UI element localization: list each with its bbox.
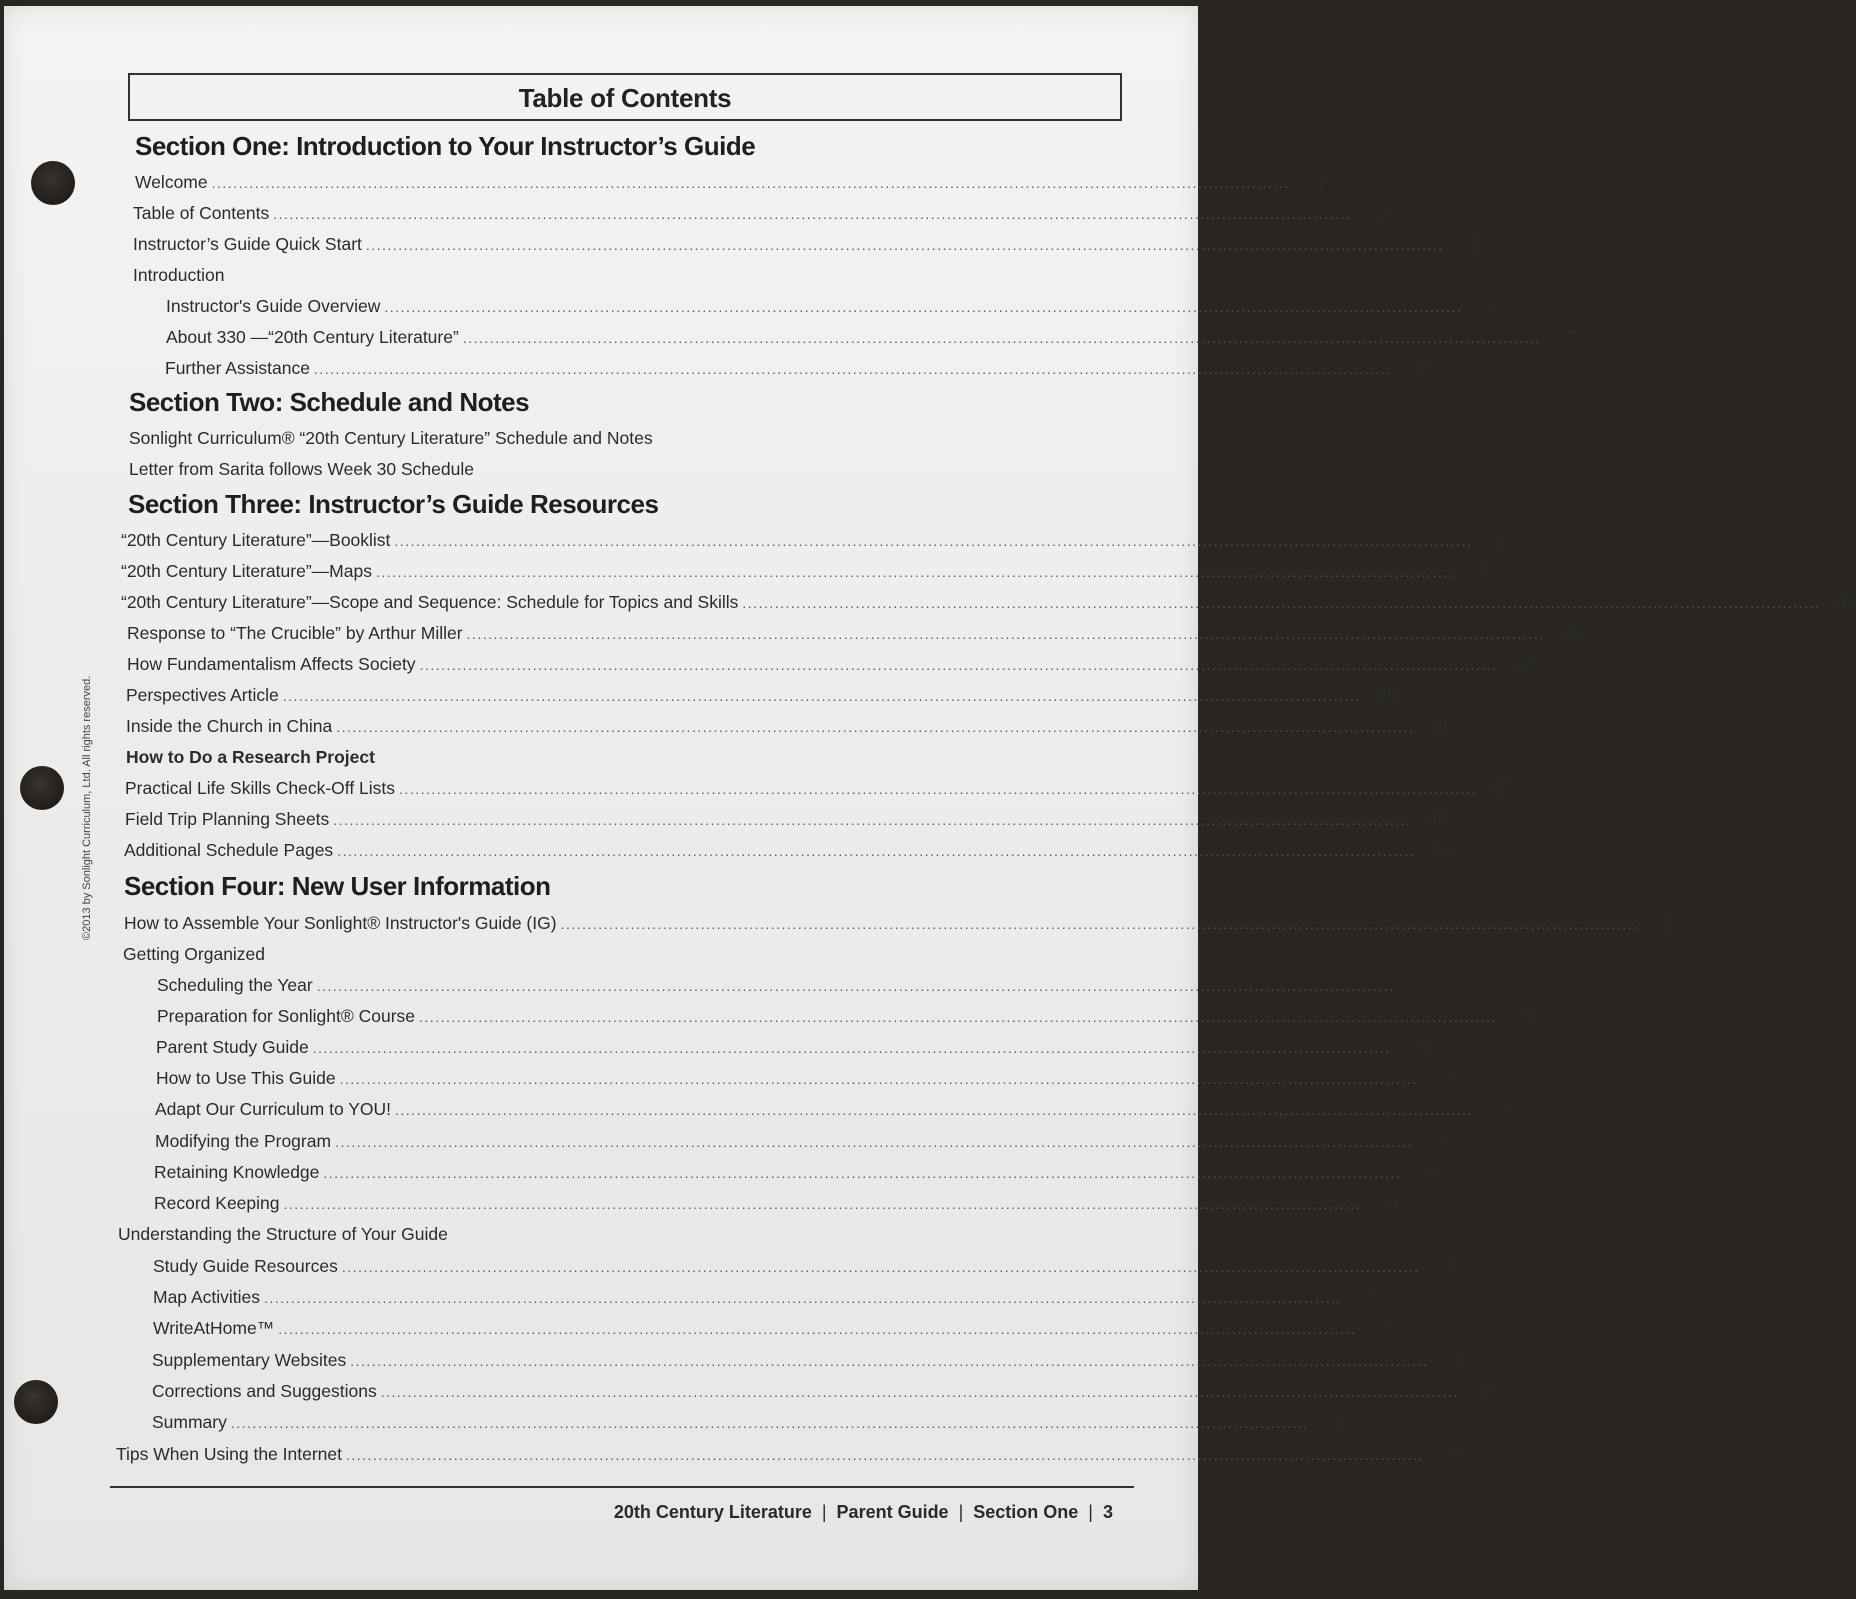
toc-entry-label: Field Trip Planning Sheets [125,809,330,829]
toc-entry-page: 7 [1488,296,1499,316]
toc-entry [121,530,1509,554]
footer-separator: | [1088,1502,1093,1522]
toc-entry [125,778,1513,802]
toc-entry [166,327,1577,351]
toc-entry-label: Record Keeping [154,1193,280,1213]
dot-leader: ........................................................................................................................................................................................................ [560,916,1639,932]
toc-entry-page: 7 [1567,327,1577,347]
toc-entry-label: Response to “The Crucible” by Arthur Miller [127,623,463,643]
toc-entry [135,172,1326,196]
toc-entry [116,1444,1460,1468]
toc-entry [154,1193,1398,1217]
section-heading: Section Two: Schedule and Notes [129,387,530,417]
toc-entry-page: 7 [1368,1287,1378,1307]
toc-entry-page: 7 [1418,358,1428,378]
dot-leader: ........................................................................................................................................................................................................ [312,1040,1391,1056]
footer-page-number: 3 [1102,1502,1113,1522]
dot-leader: ........................................................................................................................................................................................................ [323,1165,1402,1181]
toc-subheading [129,428,929,452]
toc-subheading [118,1224,1018,1248]
toc-entry [155,1099,1509,1123]
toc-subheading [126,747,1111,771]
footer-divider [110,1486,1134,1488]
dot-leader: ........................................................................................................................................................................................................ [263,1290,1342,1306]
toc-entry [121,592,1856,616]
toc-entry-label: “20th Century Literature”—Scope and Sequence: Schedule for Topics and Skills [121,592,739,612]
toc-entry-label: “20th Century Literature”—Maps [121,561,372,581]
toc-entry-label: WriteAtHome™ [153,1318,275,1338]
toc-entry-page: 1 [1498,530,1509,550]
toc-entry-label: Corrections and Suggestions [152,1381,377,1401]
dot-leader: ........................................................................................................................................................................................................ [462,330,1541,346]
toc-entry-page: 5 [1470,234,1480,254]
toc-entry-page: 51 [1430,716,1451,736]
toc-entry [152,1381,1495,1405]
dot-leader: ........................................................................................................................................................................................................ [466,626,1545,642]
footer-guide: Parent Guide [836,1502,949,1522]
toc-entry [133,203,1388,227]
toc-entry-page: 89 [1427,809,1448,829]
section-heading: Section Three: Instructor’s Guide Resources [128,489,659,519]
toc-subheading [129,459,929,483]
dot-leader: ........................................................................................................................................................................................................ [384,299,1463,315]
dot-leader: ........................................................................................................................................................................................................ [316,978,1395,994]
toc-entry-page: 4 [1427,1162,1438,1182]
dot-leader: ........................................................................................................................................................................................................ [346,1447,1424,1463]
toc-entry [124,913,1675,937]
toc-entry-page: 4 [1439,1131,1449,1151]
dot-leader: ........................................................................................................................................................................................................ [380,1384,1459,1400]
page-title: Table of Contents [128,73,1122,121]
toc-entry [152,1412,1345,1436]
toc-entry [155,1131,1449,1155]
toc-entry-label: Welcome [135,172,208,192]
toc-entry-label: Parent Study Guide [156,1037,309,1057]
toc-entry [165,358,1428,382]
footer-course: 20th Century Literature [613,1502,812,1522]
toc-entry-label: How to Use This Guide [156,1068,336,1088]
binder-hole [20,766,64,810]
dot-leader: ........................................................................................................................................................................................................ [339,1071,1418,1087]
dot-leader: ........................................................................................................................................................................................................ [336,719,1415,735]
toc-entry-page: 49 [1377,685,1397,705]
dot-leader: ........................................................................................................................................................................................................ [282,688,1361,704]
dot-leader: ........................................................................................................................................................................................................ [337,843,1416,859]
toc-entry [125,809,1448,833]
dot-leader: ........................................................................................................................................................................................................ [341,1259,1420,1275]
toc-entry [153,1318,1393,1342]
toc-entry-page: 5 [1387,1193,1398,1213]
toc-entry [157,975,1395,999]
toc-entry-page: 8 [1454,1350,1465,1370]
toc-entry-label: Modifying the Program [155,1131,332,1151]
toc-entry [133,234,1480,258]
dot-leader: ........................................................................................................................................................................................................ [419,1009,1497,1025]
toc-entry [153,1256,1456,1280]
binder-hole [31,161,75,205]
dot-leader: ........................................................................................................................................................................................................ [350,1353,1429,1369]
toc-entry-label: Instructor's Guide Overview [166,296,381,316]
toc-entry-page: 3 [1480,561,1490,581]
toc-entry [156,1068,1454,1092]
dot-leader: ........................................................................................................................................................................................................ [394,533,1473,549]
copyright-notice: ©2013 by Sonlight Curriculum, Ltd. All rights reserved. [81,675,93,940]
toc-entry [126,685,1397,709]
toc-entry-label: Study Guide Resources [153,1256,338,1276]
toc-entry-label: Supplementary Websites [152,1350,347,1370]
section-heading: Section Four: New User Information [124,871,551,901]
dot-leader: ........................................................................................................................................................................................................ [365,237,1444,253]
section-heading: Section One: Introduction to Your Instructor’s Guide [135,131,756,161]
dot-leader: ........................................................................................................................................................................................................ [230,1415,1309,1431]
binder-hole [14,1380,58,1424]
toc-entry-label: Sonlight Curriculum® “20th Century Literature” Schedule and Notes [129,428,653,448]
toc-entry [121,561,1490,585]
footer-separator: | [958,1502,964,1522]
dot-leader: ........................................................................................................................................................................................................ [283,1196,1362,1212]
dot-leader: ........................................................................................................................................................................................................ [335,1134,1413,1150]
toc-entry-label: Preparation for Sonlight® Course [157,1006,416,1026]
toc-entry-label: Tips When Using the Internet [116,1444,342,1464]
toc-entry [157,1006,1533,1030]
toc-entry [127,654,1534,678]
toc-subheading [133,265,1090,289]
toc-entry-label: About 330 —“20th Century Literature” [166,327,459,347]
toc-entry-label: Understanding the Structure of Your Guide [118,1224,448,1244]
dot-leader: ........................................................................................................................................................................................................ [278,1321,1357,1337]
toc-entry-label: How Fundamentalism Affects Society [127,654,416,674]
toc-entry-page: 87 [1493,778,1513,798]
dot-leader: ........................................................................................................................................................................................................ [273,206,1352,222]
toc-entry-label: “20th Century Literature”—Booklist [121,530,391,550]
toc-entry-page: 93 [1431,840,1452,860]
toc-entry-label: Map Activities [153,1287,260,1307]
toc-entry-label: Adapt Our Curriculum to YOU! [155,1099,392,1119]
toc-entry-page: 3 [1377,203,1388,223]
toc-entry [156,1037,1427,1061]
toc-entry [153,1287,1378,1311]
toc-subheading [123,944,1023,968]
toc-entry-page: 1 [1664,913,1675,933]
toc-entry-label: Additional Schedule Pages [124,840,334,860]
toc-entry-page: 45 [1561,623,1581,643]
toc-entry-label: Getting Organized [123,944,266,964]
dot-leader: ........................................................................................................................................................................................................ [399,781,1477,797]
toc-entry [154,1162,1438,1186]
toc-entry-label: How to Do a Research Project [126,747,375,767]
toc-entry [126,716,1451,740]
toc-entry-page: 9 [1450,1444,1460,1464]
toc-entry-label: Table of Contents [133,203,270,223]
toc-entry-label: Introduction [133,265,225,285]
toc-entry-page: 7 [1382,1318,1393,1338]
toc-entry [152,1350,1465,1374]
toc-entry-label: How to Assemble Your Sonlight® Instructor's Guide (IG) [124,913,557,933]
toc-entry-page: 3 [1416,1037,1427,1057]
dot-leader: ........................................................................................................................................................................................................ [742,595,1821,611]
toc-entry-label: Practical Life Skills Check-Off Lists [125,778,396,798]
footer-separator: | [821,1502,827,1522]
toc-entry-page: 8 [1484,1381,1495,1401]
toc-entry-label: Perspectives Article [126,685,279,705]
footer-section: Section One [973,1502,1079,1522]
toc-entry-label: Retaining Knowledge [154,1162,320,1182]
toc-entry-label: Letter from Sarita follows Week 30 Schedule [129,459,474,479]
toc-entry-page: 4 [1499,1099,1509,1119]
toc-entry-label: Instructor’s Guide Quick Start [133,234,362,254]
toc-entry-page: 41 [1836,592,1856,612]
dot-leader: ........................................................................................................................................................................................................ [419,657,1498,673]
toc-entry-page: 3 [1443,1068,1454,1088]
dot-leader: ........................................................................................................................................................................................................ [375,564,1454,580]
toc-entry [166,296,1499,320]
toc-entry-label: Summary [152,1412,227,1432]
toc-entry [124,840,1452,864]
toc-entry-page: 1 [1315,172,1326,192]
page-footer [614,1502,1113,1523]
toc-entry-page: 7 [1446,1256,1456,1276]
dot-leader: ........................................................................................................................................................................................................ [211,175,1290,191]
toc-entry-label: Scheduling the Year [157,975,313,995]
toc-entry-label: Further Assistance [165,358,310,378]
dot-leader: ........................................................................................................................................................................................................ [313,361,1392,377]
dot-leader: ........................................................................................................................................................................................................ [333,812,1412,828]
toc-entry-page: 8 [1335,1412,1345,1432]
toc-entry [127,623,1581,647]
toc-entry-page: 3 [1523,1006,1533,1026]
dot-leader: ........................................................................................................................................................................................................ [395,1102,1473,1118]
toc-entry-label: Inside the Church in China [126,716,333,736]
toc-entry-page: 47 [1514,654,1534,674]
